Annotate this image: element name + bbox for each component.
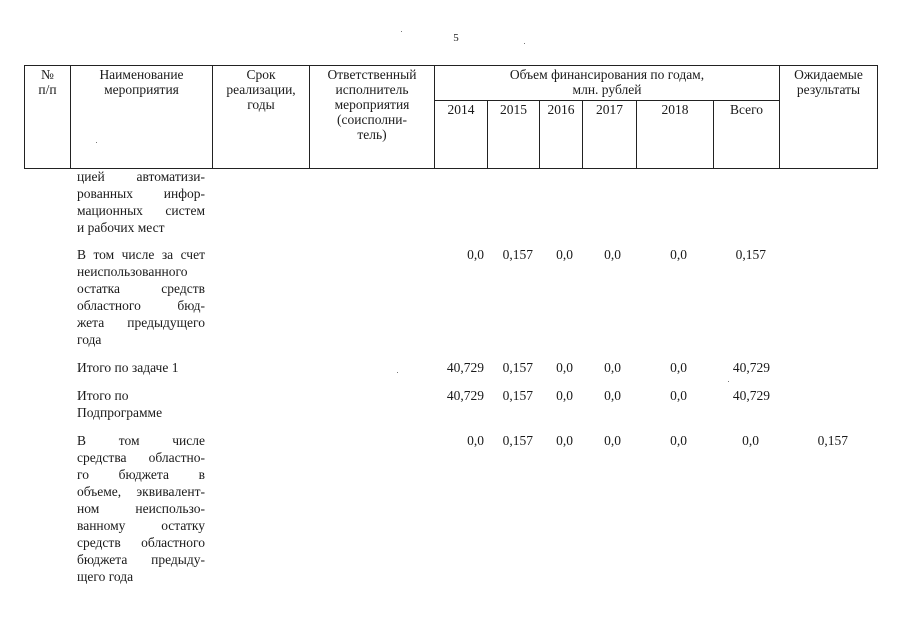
text-line: Подпрограмме	[77, 405, 163, 420]
value-2017: 0,0	[604, 247, 621, 262]
value-2018: 0,0	[670, 247, 687, 262]
text-line: В том числе за счет	[77, 247, 205, 262]
text-line: объеме, эквивалент-	[77, 484, 205, 499]
value-total: 0,0	[742, 433, 759, 448]
value-2014: 40,729	[446, 388, 484, 403]
text-line: Итого по задаче 1	[77, 360, 179, 375]
text-line: средства областно-	[77, 450, 205, 465]
expected-result-value: 0,157	[817, 433, 848, 448]
text-line: В том числе	[77, 433, 205, 448]
text-line: бюджета предыду-	[77, 552, 205, 567]
text-line: ванному остатку	[77, 518, 205, 533]
value-2017: 0,0	[604, 388, 621, 403]
value-2018: 0,0	[670, 360, 687, 375]
value-2014: 0,0	[467, 247, 484, 262]
text-line: рованных инфор-	[77, 186, 205, 201]
header-year-2017: 2017	[583, 101, 637, 169]
text-line: мационных систем	[77, 203, 205, 218]
text-line: и рабочих мест	[77, 220, 165, 235]
text-line: Итого по	[77, 388, 129, 403]
value-2014: 0,0	[467, 433, 484, 448]
text-line: областного бюд-	[77, 298, 205, 313]
text-line: цией автоматизи-	[77, 169, 205, 184]
value-2015: 0,157	[502, 247, 533, 262]
value-total: 40,729	[732, 388, 770, 403]
value-total: 40,729	[732, 360, 770, 375]
text-line: жета предыдущего	[77, 315, 205, 330]
header-year-2018: 2018	[637, 101, 714, 169]
header-responsible: Ответственный исполнитель мероприятия (соисполни- тель)	[310, 66, 435, 169]
value-2016: 0,0	[556, 360, 573, 375]
value-2014: 40,729	[446, 360, 484, 375]
activity-name-unused-balance	[77, 246, 205, 348]
text-line: го бюджета в	[77, 467, 205, 482]
header-year-2015: 2015	[488, 101, 540, 169]
value-2018: 0,0	[670, 433, 687, 448]
value-2015: 0,157	[502, 388, 533, 403]
value-2016: 0,0	[556, 433, 573, 448]
header-funding: Объем финансирования по годам, млн. рублей	[435, 66, 780, 101]
text-line: остатка средств	[77, 281, 205, 296]
value-2018: 0,0	[670, 388, 687, 403]
text-line: неиспользованного	[77, 264, 188, 279]
header-period: Срок реализации, годы	[213, 66, 310, 169]
value-2015: 0,157	[502, 433, 533, 448]
page-number: 5	[453, 32, 459, 44]
text-line: средств областного	[77, 535, 205, 550]
text-line: года	[77, 332, 102, 347]
value-2015: 0,157	[502, 360, 533, 375]
header-total: Всего	[714, 101, 780, 169]
activity-name-subprogram-total	[77, 387, 205, 421]
header-activity-name: Наименование мероприятия	[71, 66, 213, 169]
activity-name-regional-budget-funds	[77, 432, 205, 585]
activity-name-continuation	[77, 168, 205, 236]
value-total: 0,157	[735, 247, 766, 262]
value-2017: 0,0	[604, 433, 621, 448]
text-line: ном неиспользо-	[77, 501, 205, 516]
header-year-2016: 2016	[540, 101, 583, 169]
value-2017: 0,0	[604, 360, 621, 375]
header-expected-results: Ожидаемые результаты	[780, 66, 878, 169]
header-year-2014: 2014	[435, 101, 488, 169]
value-2016: 0,0	[556, 388, 573, 403]
header-number: № п/п	[25, 66, 71, 169]
text-line: щего года	[77, 569, 134, 584]
activity-name-task-total	[77, 359, 205, 376]
value-2016: 0,0	[556, 247, 573, 262]
